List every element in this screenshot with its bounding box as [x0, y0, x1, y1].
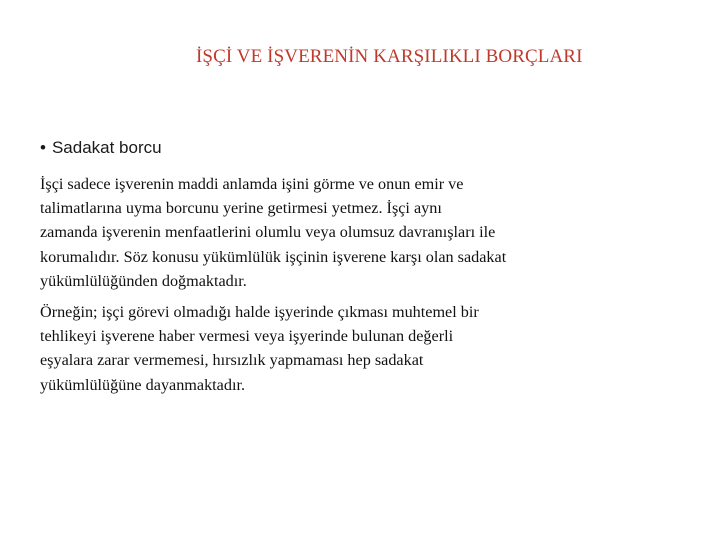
bullet-item [40, 138, 162, 158]
paragraph-line: korumalıdır. Söz konusu yükümlülük işçinin işverene karşı olan sadakat [40, 247, 507, 266]
paragraph-line: Örneğin; işçi görevi olmadığı halde işyerinde çıkması muhtemel bir [40, 303, 479, 321]
paragraph-1 [40, 172, 640, 293]
slide-title: İŞÇİ VE İŞVERENİN KARŞILIKLI BORÇLARI [196, 46, 583, 67]
paragraph-line: yükümlülüğünden doğmaktadır. [40, 271, 247, 290]
paragraph-line: eşyalara zarar vermemesi, hırsızlık yapmaması hep sadakat [40, 351, 424, 370]
bullet-text: Sadakat borcu [51, 138, 162, 157]
bullet-icon: • [40, 138, 46, 157]
paragraph-line: zamanda işverenin menfaatlerini olumlu veya olumsuz davranışları ile [40, 223, 496, 242]
paragraph-line: İşçi sadece işverenin maddi anlamda işini görme ve onun emir ve [40, 175, 464, 193]
paragraph-line: yükümlülüğüne dayanmaktadır. [40, 375, 245, 394]
paragraph-line: talimatlarına uyma borcunu yerine getirmesi yetmez. İşçi aynı [40, 199, 442, 218]
paragraph-line: tehlikeyi işverene haber vermesi veya işyerinde bulunan değerli [40, 327, 454, 346]
paragraph-2 [40, 300, 640, 397]
